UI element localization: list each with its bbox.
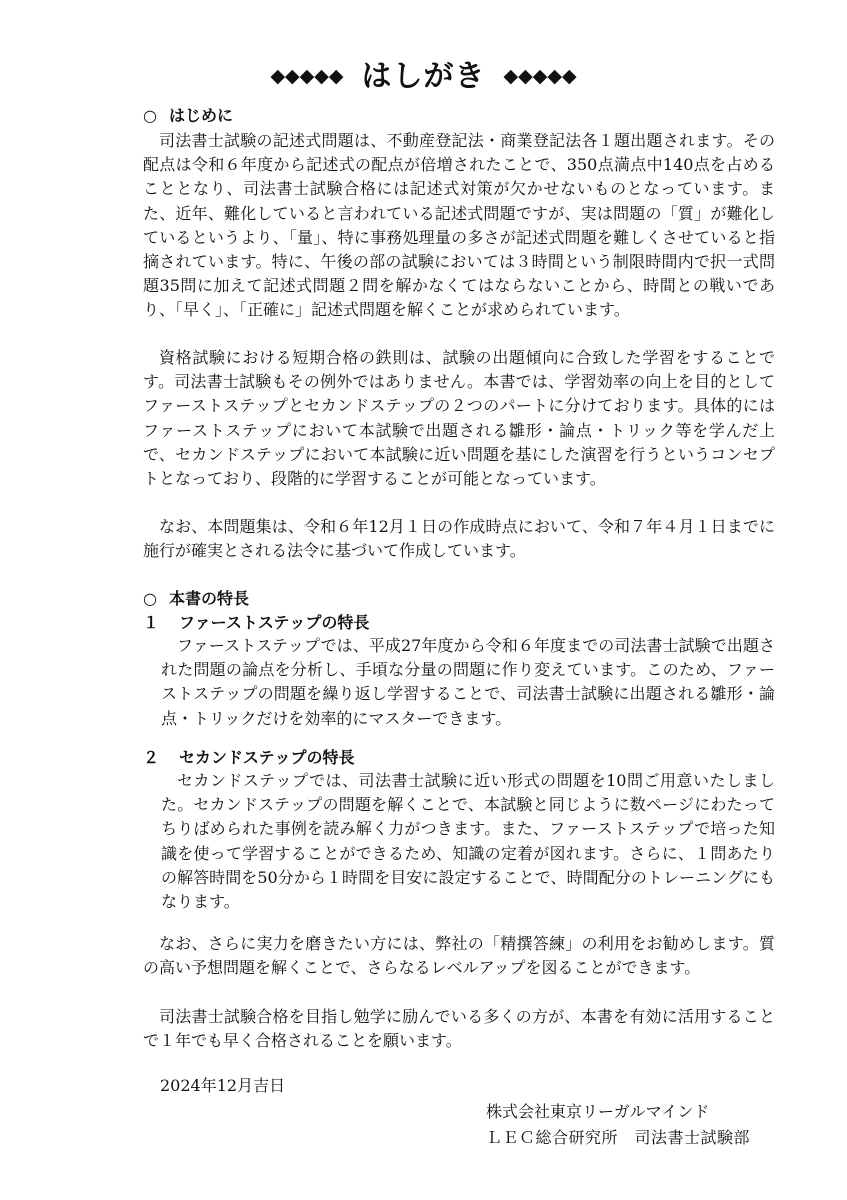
section-heading-features xyxy=(143,586,249,612)
section-heading-intro xyxy=(143,103,233,129)
circle-bullet-icon: ○ xyxy=(143,589,157,608)
intro-paragraph-1: 司法書士試験の記述式問題は、不動産登記法・商業登記法各１題出題されます。その配点は令和６年度から記述式の配点が倍増されたことで、350点満点中140点を占めることとなり、司法書士試験合格には記述式対策が欠かせないものとなっています。また、近年、難化していると言われている記述式問題ですが、実は問題の「質」が難化しているというより、「量」、特に事務処理量の多さが記述式問題を難しくさせていると指摘されています。特に、午後の部の試験においては３時間という制限時間内で択一式問題35問に加えて記述式問題２問を解かなくてはならないことから、時間との戦いであり、「早く」、「正確に」記述式問題を解くことが求められています。 xyxy=(143,131,775,320)
signature-company: 株式会社東京リーガルマインド xyxy=(486,1102,710,1121)
feature-heading-second-step xyxy=(143,745,355,771)
closing-paragraph-1: なお、さらに実力を磨きたい方には、弊社の「精撰答練」の利用をお勧めします。質の高い予想問題を解くことで、さらなるレベルアップを図ることができます。 xyxy=(143,934,775,978)
feature-title: ファーストステップの特長 xyxy=(179,613,370,632)
signature-date: 2024年12月吉日 xyxy=(160,1076,286,1095)
page-title xyxy=(0,56,847,97)
feature-title: セカンドステップの特長 xyxy=(179,748,355,767)
signature-department: ＬＥＣ総合研究所 司法書士試験部 xyxy=(486,1128,751,1147)
intro-paragraph-2: 資格試験における短期合格の鉄則は、試験の出題傾向に合致した学習をすることです。司法書士試験もその例外ではありません。本書では、学習効率の向上を目的としてファーストステップとセカンドステップの２つのパートに分けております。具体的にはファーストステップにおいて本試験で出題される雛形・論点・トリック等を学んだ上で、セカンドステップにおいて本試験に近い問題を基にした演習を行うというコンセプトとなっており、段階的に学習することが可能となっています。 xyxy=(143,348,775,489)
feature-text-second-step: セカンドステップでは、司法書士試験に近い形式の問題を10問ご用意いたしました。セカンドステップの問題を解くことで、本試験と同じように数ページにわたってちりばめられた事例を読み解く力がつきます。また、ファーストステップで培った知識を使って学習することができるため、知識の定着が図れます。さらに、１問あたりの解答時間を50分から１時間を目安に設定することで、時間配分のトレーニングにもなります。 xyxy=(161,771,775,912)
feature-heading-first-step xyxy=(143,610,369,636)
feature-number: ２ xyxy=(143,748,160,767)
feature-text-first-step: ファーストステップでは、平成27年度から令和６年度までの司法書士試験で出題された問題の論点を分析し、手頃な分量の問題に作り変えています。このため、ファーストステップの問題を繰り返し学習することで、司法書士試験に出題される雛形・論点・トリックだけを効率的にマスターできます。 xyxy=(161,636,775,728)
section-heading-features-text: 本書の特長 xyxy=(169,589,250,608)
intro-paragraph-3: なお、本問題集は、令和６年12月１日の作成時点において、令和７年４月１日までに施行が確実とされる法令に基づいて作成しています。 xyxy=(143,517,775,561)
closing-paragraph-2: 司法書士試験合格を目指し勉学に励んでいる多くの方が、本書を有効に活用することで１年でも早く合格されることを願います。 xyxy=(143,1007,775,1051)
circle-bullet-icon: ○ xyxy=(143,106,157,125)
diamond-ornament-left-icon: ◆◆◆◆◆ xyxy=(270,65,344,87)
diamond-ornament-right-icon: ◆◆◆◆◆ xyxy=(503,65,577,87)
title-text: はしがき xyxy=(361,59,486,94)
section-heading-intro-text: はじめに xyxy=(169,106,234,125)
feature-number: １ xyxy=(143,613,160,632)
